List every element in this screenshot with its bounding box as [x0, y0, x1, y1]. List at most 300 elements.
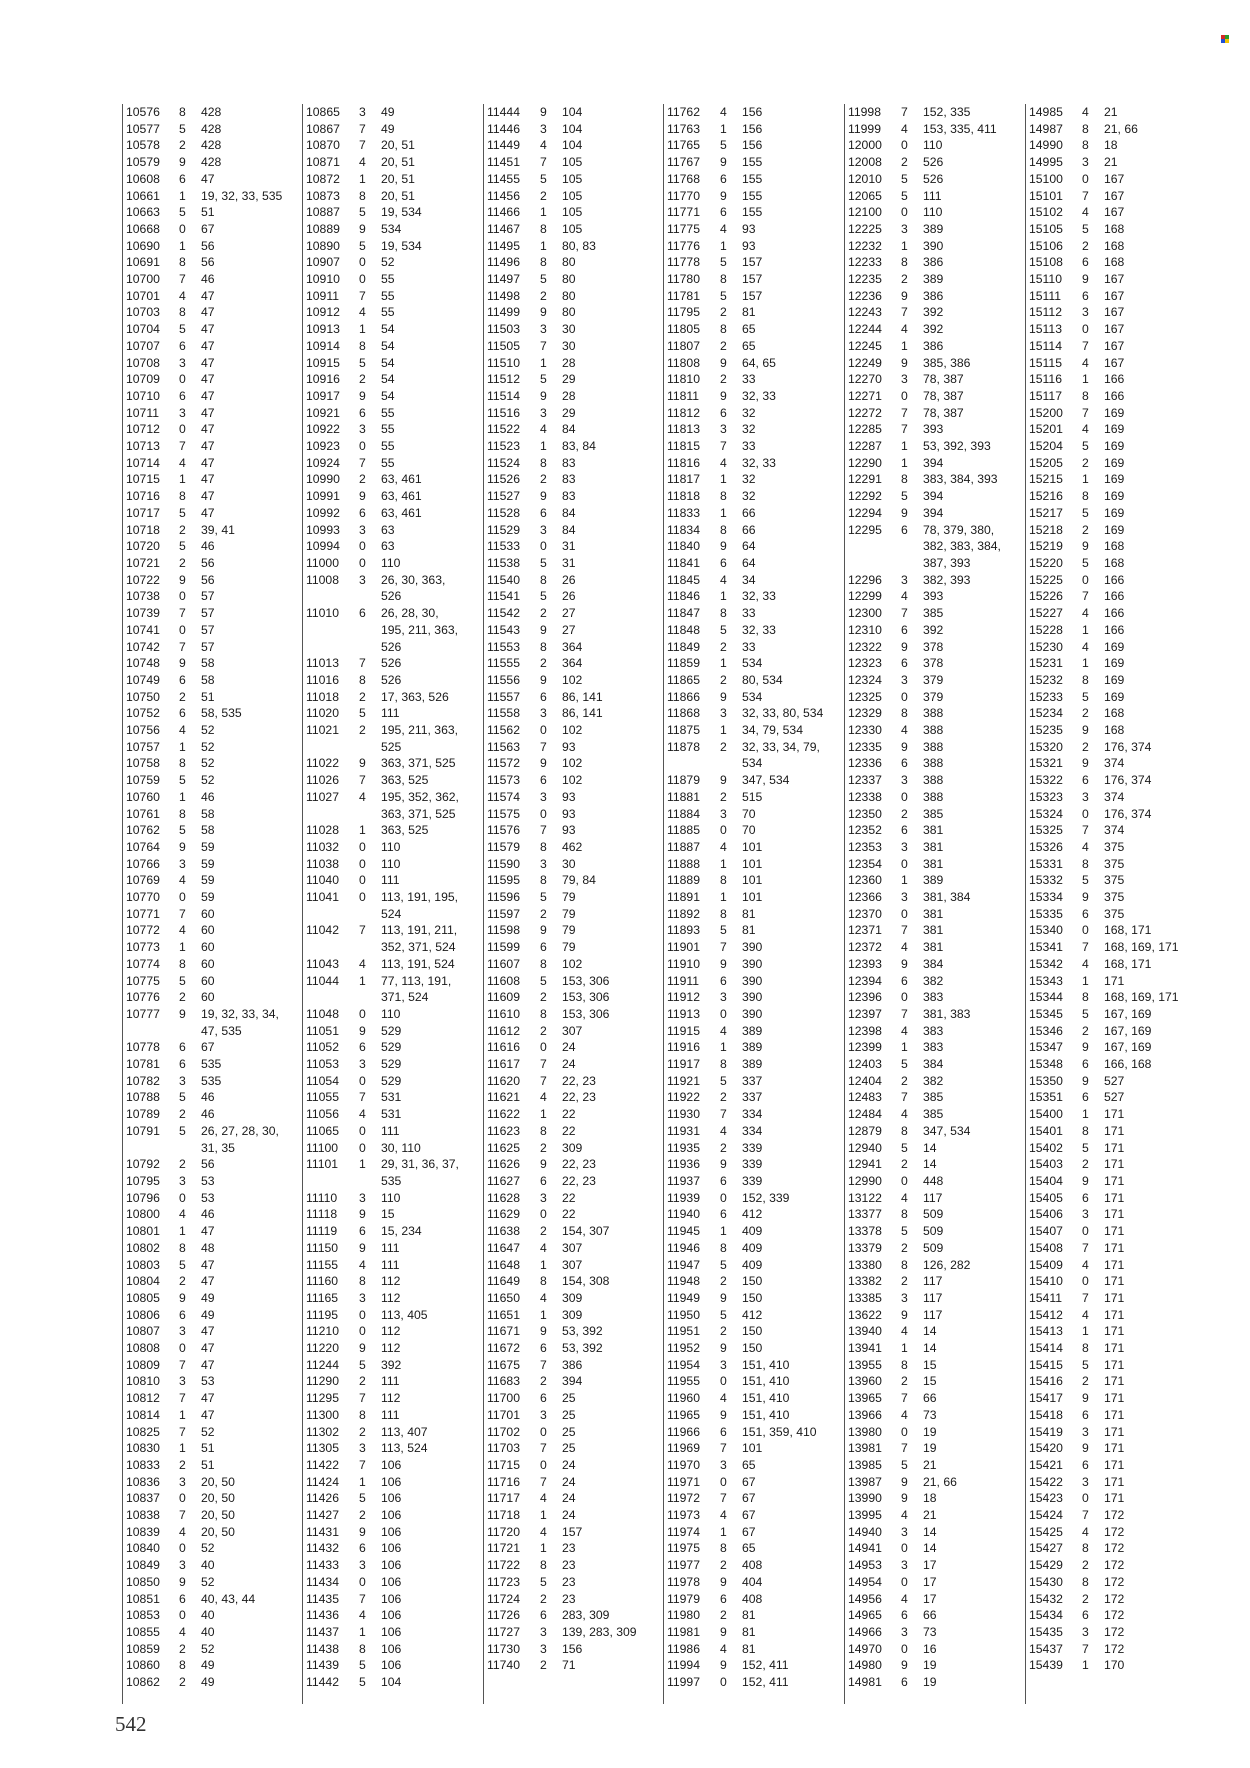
entry-pages: 154, 307 [562, 1224, 610, 1239]
entry-pages: 379 [923, 689, 944, 704]
entry-digit: 0 [540, 539, 547, 554]
entry-number: 11810 [667, 372, 700, 387]
index-entry [667, 1023, 843, 1040]
entry-pages: 93 [742, 221, 756, 236]
entry-pages: 379 [923, 672, 944, 687]
entry-number: 13995 [848, 1508, 882, 1523]
entry-number: 11717 [487, 1491, 520, 1506]
entry-digit: 1 [359, 1157, 366, 1172]
index-entry [667, 1039, 843, 1056]
index-entry [848, 254, 1024, 271]
entry-pages: 22 [562, 1190, 576, 1205]
entry-digit: 0 [901, 689, 908, 704]
entry-pages: 51 [201, 205, 215, 220]
index-entry [306, 772, 482, 789]
entry-digit: 9 [359, 1207, 366, 1222]
index-entry [126, 1607, 302, 1624]
index-entry [487, 1407, 663, 1424]
index-entry [126, 1173, 302, 1190]
index-entry [848, 1290, 1024, 1307]
entry-pages: 60 [201, 973, 215, 988]
entry-digit: 9 [720, 956, 727, 971]
entry-pages: 19, 534 [381, 205, 422, 220]
entry-pages: 60 [201, 923, 215, 938]
entry-pages: 93 [562, 806, 576, 821]
entry-digit: 0 [359, 1140, 366, 1155]
entry-digit: 7 [1082, 405, 1089, 420]
entry-pages: 155 [742, 171, 763, 186]
entry-pages: 47 [201, 288, 215, 303]
entry-digit: 3 [179, 1374, 186, 1389]
entry-number: 10833 [126, 1457, 160, 1472]
entry-pages: 80 [562, 305, 576, 320]
index-entry [667, 906, 843, 923]
entry-number: 10924 [306, 455, 340, 470]
entry-digit: 3 [540, 405, 547, 420]
entry-pages: 105 [562, 205, 583, 220]
entry-digit: 5 [540, 555, 547, 570]
entry-number: 11290 [306, 1374, 339, 1389]
entry-number: 11052 [306, 1040, 339, 1055]
entry-pages: 172 [1104, 1524, 1125, 1539]
entry-digit: 4 [720, 455, 727, 470]
entry-number: 10993 [306, 522, 340, 537]
entry-pages: 166 [1104, 622, 1125, 637]
entry-number: 11921 [667, 1073, 700, 1088]
index-entry [1029, 1490, 1205, 1507]
entry-pages: 106 [381, 1574, 402, 1589]
entry-number: 11701 [487, 1407, 520, 1422]
entry-number: 15341 [1029, 940, 1063, 955]
entry-digit: 9 [359, 756, 366, 771]
entry-pages: 337 [742, 1073, 763, 1088]
entry-pages: 55 [381, 422, 395, 437]
index-entry [667, 505, 843, 522]
index-entry [306, 1641, 482, 1658]
entry-number: 11722 [487, 1558, 520, 1573]
entry-digit: 8 [720, 489, 727, 504]
entry-pages: 26, 28, 30, 195, 211, 363, 526 [381, 606, 459, 654]
entry-digit: 9 [1082, 1391, 1089, 1406]
entry-pages: 168 [1104, 555, 1125, 570]
entry-digit: 6 [179, 338, 186, 353]
entry-digit: 6 [1082, 1057, 1089, 1072]
entry-digit: 2 [720, 338, 727, 353]
entry-pages: 32, 33 [742, 622, 776, 637]
entry-digit: 6 [179, 1307, 186, 1322]
index-entry [306, 1140, 482, 1157]
entry-pages: 25 [562, 1407, 576, 1422]
entry-number: 10873 [306, 188, 340, 203]
entry-number: 11574 [487, 789, 520, 804]
entry-pages: 389 [923, 873, 944, 888]
index-entry [126, 1390, 302, 1407]
entry-number: 11013 [306, 656, 339, 671]
entry-pages: 111 [381, 706, 400, 721]
entry-number: 11516 [487, 405, 520, 420]
entry-number: 11466 [487, 205, 520, 220]
index-entry [848, 1039, 1024, 1056]
index-entry [306, 789, 482, 822]
entry-number: 15417 [1029, 1391, 1063, 1406]
entry-number: 11970 [667, 1457, 700, 1472]
entry-pages: 339 [742, 1140, 763, 1155]
entry-pages: 54 [381, 355, 395, 370]
entry-number: 12285 [848, 422, 882, 437]
entry-number: 11781 [667, 288, 700, 303]
entry-number: 10871 [306, 155, 340, 170]
index-entry [848, 739, 1024, 756]
entry-number: 15404 [1029, 1174, 1063, 1188]
entry-digit: 0 [540, 1424, 547, 1439]
entry-pages: 33 [742, 439, 756, 454]
entry-digit: 2 [359, 723, 366, 738]
index-entry [487, 1190, 663, 1207]
entry-number: 10862 [126, 1675, 160, 1690]
entry-number: 10992 [306, 505, 340, 520]
entry-number: 10801 [126, 1224, 160, 1239]
entry-digit: 7 [901, 422, 908, 437]
index-entry [306, 338, 482, 355]
entry-digit: 9 [1082, 272, 1089, 287]
entry-number: 11885 [667, 823, 700, 838]
entry-number: 10752 [126, 706, 160, 721]
entry-digit: 7 [540, 155, 547, 170]
entry-number: 11616 [487, 1040, 520, 1055]
entry-digit: 5 [720, 1307, 727, 1322]
entry-number: 11986 [667, 1641, 700, 1656]
entry-digit: 9 [540, 105, 547, 119]
entry-digit: 2 [1082, 1591, 1089, 1606]
entry-number: 10912 [306, 305, 340, 320]
index-entry [667, 622, 843, 639]
entry-pages: 388 [923, 789, 944, 804]
index-entry [667, 1223, 843, 1240]
entry-digit: 2 [179, 1274, 186, 1289]
entry-digit: 9 [901, 1474, 908, 1489]
index-entry [487, 1624, 663, 1641]
entry-pages: 83 [562, 489, 576, 504]
entry-number: 13122 [848, 1190, 882, 1205]
index-entry [848, 1240, 1024, 1257]
index-entry [126, 137, 302, 154]
entry-pages: 169 [1104, 405, 1125, 420]
entry-pages: 383 [923, 1023, 944, 1038]
entry-digit: 1 [901, 439, 908, 454]
entry-pages: 63 [381, 522, 395, 537]
entry-pages: 93 [562, 823, 576, 838]
index-entry [306, 1190, 482, 1207]
entry-pages: 52 [201, 773, 215, 788]
index-entry [487, 722, 663, 739]
index-entry [126, 1056, 302, 1073]
entry-pages: 111 [381, 1257, 400, 1272]
entry-pages: 20, 51 [381, 138, 415, 153]
entry-pages: 18 [1104, 138, 1118, 153]
index-entry [487, 1340, 663, 1357]
entry-digit: 5 [179, 205, 186, 220]
entry-number: 11607 [487, 956, 520, 971]
entry-pages: 40 [201, 1624, 215, 1639]
entry-digit: 2 [720, 1140, 727, 1155]
entry-pages: 390 [923, 238, 944, 253]
entry-number: 15348 [1029, 1057, 1063, 1072]
index-entry [126, 1039, 302, 1056]
index-entry [848, 1340, 1024, 1357]
entry-number: 11300 [306, 1407, 339, 1422]
index-entry [487, 1056, 663, 1073]
entry-pages: 150 [742, 1274, 763, 1289]
entry-digit: 1 [720, 723, 727, 738]
entry-digit: 6 [901, 522, 908, 537]
entry-pages: 105 [562, 171, 583, 186]
entry-pages: 113, 191, 211, 352, 371, 524 [381, 923, 458, 955]
entry-number: 15227 [1029, 606, 1063, 621]
entry-digit: 1 [540, 1508, 547, 1523]
index-entry [848, 154, 1024, 171]
entry-digit: 6 [359, 1040, 366, 1055]
index-entry [487, 1357, 663, 1374]
entry-digit: 9 [540, 622, 547, 637]
entry-pages: 60 [201, 990, 215, 1005]
entry-pages: 409 [742, 1224, 763, 1239]
entry-pages: 393 [923, 589, 944, 604]
index-entry [667, 522, 843, 539]
index-entry [1029, 1123, 1205, 1140]
entry-pages: 389 [742, 1023, 763, 1038]
entry-pages: 155 [742, 155, 763, 170]
entry-number: 11160 [306, 1274, 339, 1289]
entry-pages: 409 [742, 1240, 763, 1255]
entry-digit: 9 [720, 388, 727, 403]
entry-number: 15320 [1029, 739, 1063, 754]
entry-pages: 64, 65 [742, 355, 776, 370]
index-entry [487, 789, 663, 806]
entry-number: 15437 [1029, 1641, 1063, 1656]
entry-pages: 54 [381, 322, 395, 337]
entry-pages: 80 [562, 272, 576, 287]
entry-digit: 2 [540, 606, 547, 621]
entry-pages: 57 [201, 639, 215, 654]
entry-pages: 166, 168 [1104, 1057, 1152, 1072]
index-entry [667, 1240, 843, 1257]
entry-number: 10761 [126, 806, 160, 821]
entry-pages: 27 [562, 622, 576, 637]
index-entry [667, 271, 843, 288]
entry-number: 15344 [1029, 990, 1063, 1005]
entry-number: 11021 [306, 723, 339, 738]
entry-pages: 24 [562, 1040, 576, 1055]
entry-pages: 59 [201, 856, 215, 871]
entry-digit: 6 [901, 823, 908, 838]
entry-digit: 0 [359, 839, 366, 854]
entry-number: 15228 [1029, 622, 1063, 637]
entry-digit: 2 [1082, 522, 1089, 537]
entry-pages: 113, 191, 195, 524 [381, 890, 459, 921]
index-entry [667, 221, 843, 238]
index-entry [487, 588, 663, 605]
index-entry [1029, 405, 1205, 422]
entry-digit: 5 [359, 706, 366, 721]
index-entry [848, 889, 1024, 906]
entry-digit: 7 [359, 1391, 366, 1406]
index-entry [306, 471, 482, 488]
index-entry [487, 806, 663, 823]
entry-pages: 52 [201, 1541, 215, 1556]
entry-number: 10756 [126, 723, 160, 738]
entry-digit: 8 [720, 606, 727, 621]
entry-number: 11434 [306, 1574, 339, 1589]
entry-digit: 5 [179, 773, 186, 788]
index-entry [667, 939, 843, 956]
entry-digit: 9 [359, 489, 366, 504]
entry-number: 10741 [126, 622, 160, 637]
entry-digit: 0 [901, 1641, 908, 1656]
entry-pages: 170 [1104, 1658, 1125, 1673]
entry-digit: 0 [359, 439, 366, 454]
index-entry [848, 1140, 1024, 1157]
entry-pages: 152, 335 [923, 105, 971, 119]
index-entry [848, 221, 1024, 238]
index-entry [848, 405, 1024, 422]
entry-digit: 0 [901, 990, 908, 1005]
entry-pages: 19, 534 [381, 238, 422, 253]
entry-number: 11597 [487, 906, 520, 921]
entry-digit: 3 [540, 706, 547, 721]
entry-number: 12233 [848, 255, 882, 270]
entry-pages: 168, 169, 171 [1104, 940, 1179, 955]
entry-digit: 5 [540, 272, 547, 287]
entry-digit: 5 [720, 1257, 727, 1272]
index-entry [667, 1574, 843, 1591]
index-entry [306, 1474, 482, 1491]
entry-pages: 168, 171 [1104, 956, 1152, 971]
entry-number: 15235 [1029, 723, 1063, 738]
entry-number: 10916 [306, 372, 340, 387]
entry-digit: 0 [720, 1190, 727, 1205]
index-entry [1029, 555, 1205, 572]
entry-pages: 31 [562, 539, 576, 554]
entry-digit: 8 [359, 1274, 366, 1289]
entry-pages: 167 [1104, 171, 1125, 186]
entry-number: 11935 [667, 1140, 700, 1155]
entry-number: 10838 [126, 1508, 160, 1523]
entry-number: 11054 [306, 1073, 339, 1088]
entry-pages: 47 [201, 422, 215, 437]
entry-pages: 307 [562, 1023, 583, 1038]
index-entry [667, 1056, 843, 1073]
entry-pages: 117 [923, 1274, 943, 1289]
entry-digit: 1 [1082, 1324, 1089, 1339]
entry-number: 11965 [667, 1407, 700, 1422]
index-entry [487, 1257, 663, 1274]
entry-number: 10608 [126, 171, 160, 186]
entry-pages: 390 [742, 1006, 763, 1021]
entry-pages: 81 [742, 1641, 756, 1656]
entry-digit: 2 [720, 739, 727, 754]
index-entry [1029, 956, 1205, 973]
entry-pages: 79, 84 [562, 873, 596, 888]
index-entry [667, 1140, 843, 1157]
entry-pages: 167, 169 [1104, 1040, 1152, 1055]
entry-digit: 6 [179, 672, 186, 687]
entry-number: 11969 [667, 1441, 700, 1456]
index-column-2 [302, 104, 482, 1704]
entry-pages: 171 [1104, 1190, 1125, 1205]
entry-pages: 334 [742, 1123, 763, 1138]
entry-number: 11638 [487, 1224, 520, 1239]
entry-digit: 0 [901, 388, 908, 403]
entry-pages: 22, 23 [562, 1157, 596, 1172]
index-entry [848, 822, 1024, 839]
index-entry [667, 1357, 843, 1374]
index-entry [306, 538, 482, 555]
entry-pages: 171 [1104, 1240, 1125, 1255]
entry-pages: 113, 191, 524 [381, 956, 455, 971]
entry-digit: 9 [540, 1157, 547, 1172]
index-entry [306, 154, 482, 171]
entry-pages: 155 [742, 188, 763, 203]
index-entry [1029, 939, 1205, 956]
entry-number: 12271 [848, 388, 882, 403]
entry-number: 10776 [126, 990, 160, 1005]
entry-digit: 4 [901, 121, 908, 136]
entry-digit: 9 [720, 155, 727, 170]
entry-pages: 105 [562, 221, 583, 236]
entry-number: 11716 [487, 1474, 520, 1489]
entry-pages: 172 [1104, 1541, 1125, 1556]
entry-pages: 53 [201, 1374, 215, 1389]
index-entry [306, 822, 482, 839]
entry-digit: 0 [179, 1541, 186, 1556]
entry-pages: 56 [201, 238, 215, 253]
index-entry [487, 1073, 663, 1090]
entry-digit: 6 [1082, 1407, 1089, 1422]
entry-number: 11848 [667, 622, 700, 637]
entry-pages: 381, 383 [923, 1006, 971, 1021]
index-entry [848, 271, 1024, 288]
index-entry [306, 1507, 482, 1524]
entry-digit: 2 [1082, 1374, 1089, 1389]
entry-pages: 83 [562, 455, 576, 470]
entry-digit: 2 [720, 672, 727, 687]
index-entry [126, 1574, 302, 1591]
entry-number: 10825 [126, 1424, 160, 1439]
entry-number: 12323 [848, 656, 882, 671]
entry-pages: 52 [201, 1641, 215, 1656]
index-entry [126, 1540, 302, 1557]
entry-pages: 84 [562, 505, 576, 520]
entry-pages: 334 [742, 1107, 763, 1122]
entry-pages: 73 [923, 1407, 937, 1422]
entry-pages: 21 [1104, 105, 1118, 119]
entry-digit: 3 [720, 422, 727, 437]
entry-digit: 5 [901, 171, 908, 186]
entry-pages: 30 [562, 322, 576, 337]
index-entry [1029, 1574, 1205, 1591]
entry-pages: 156 [742, 105, 763, 119]
entry-pages: 105 [562, 155, 583, 170]
entry-pages: 375 [1104, 856, 1125, 871]
index-entry [126, 839, 302, 856]
entry-number: 14953 [848, 1558, 882, 1573]
entry-pages: 57 [201, 589, 215, 604]
index-entry [667, 572, 843, 589]
entry-number: 11916 [667, 1040, 700, 1055]
index-entry [848, 1190, 1024, 1207]
index-entry [126, 488, 302, 505]
entry-pages: 157 [742, 272, 763, 287]
